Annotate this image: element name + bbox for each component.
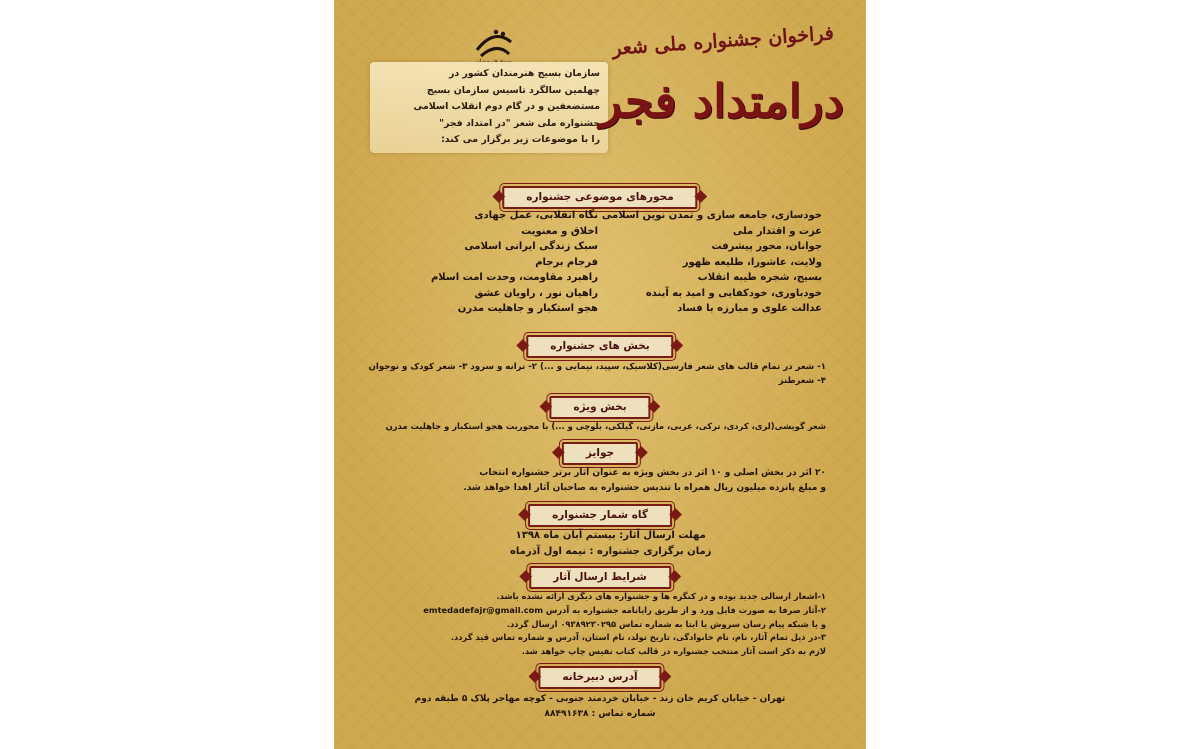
calendar-line: مهلت ارسال آثار: بیستم آبان ماه ۱۳۹۸ <box>515 530 706 541</box>
phone-line: شماره تماس : ۸۸۴۹۱۶۳۸ <box>544 709 656 719</box>
list-item: فرجام برجام <box>535 256 598 268</box>
prizes-text <box>463 466 826 496</box>
special-banner: بخش ویژه <box>549 396 650 419</box>
intro-line: را با موضوعات زیر برگزار می کند: <box>441 134 600 145</box>
list-item: ولایت، عاشورا، طلیعه ظهور <box>682 256 822 268</box>
parts-line: ۴- شعرطنز <box>778 376 826 386</box>
prizes-banner: جوایز <box>562 442 638 465</box>
intro-line: سازمان بسیج هنرمندان کشور در <box>448 68 600 79</box>
axes-banner: محورهای موضوعی جشنواره <box>502 186 697 209</box>
conditions-banner: شرایط ارسال آثار <box>529 566 671 589</box>
prizes-line: ۲۰ اثر در بخش اصلی و ۱۰ اثر در بخش ویژه به عنوان آثار برتر جشنواره انتخاب <box>479 468 826 478</box>
list-item: نگاه انقلابی، عمل جهادی <box>474 210 598 221</box>
intro-box <box>370 62 608 153</box>
axes-list-left <box>431 208 598 317</box>
list-item: راهبرد مقاومت، وحدت امت اسلام <box>430 272 598 283</box>
intro-line: چهلمین سالگرد تاسیس سازمان بسیج <box>426 84 600 96</box>
conditions-line: ۳-در ذیل تمام آثار، نام، نام خانوادگی، تاریخ تولد، نام استان، آدرس و شماره تماس قید گردد. <box>450 632 826 643</box>
axes-list-right <box>602 208 822 317</box>
conditions-line: لازم به ذکر است آثار منتخب جشنواره در قالب کتاب نفیس چاپ خواهد شد. <box>521 646 826 657</box>
conditions-text <box>423 590 826 659</box>
address-text <box>404 692 796 722</box>
poster-subtitle: فراخوان جشنواره ملی شعر <box>611 22 835 60</box>
conditions-line: و یا شبکه پیام رسان سروش یا ایتا به شماره تماس ۰۹۳۸۹۲۳۰۲۹۵ ارسال گردد. <box>506 618 826 629</box>
list-item: عزت و اقتدار ملی <box>732 225 822 237</box>
special-text: شعر گویشی(لری، کردی، ترکی، عربی، مازنی، گیلکی، بلوچی و ...) با محوریت هجو استکبار و جاهلیت مدرن <box>385 421 826 431</box>
intro-line: جشنواره ملی شعر "در امتداد فجر" <box>439 117 600 129</box>
parts-line: ۱- شعر در تمام قالب های شعر فارسی(کلاسیک، سپید، نیمایی و ...) ۲- ترانه و سرود ۳- شعر کودک و نوجوان <box>368 362 826 372</box>
list-item: عدالت علوی و مبارزه با فساد <box>677 303 822 314</box>
conditions-line: ۱-اشعار ارسالی جدید بوده و در کنگره ها و جشنواره های دیگری ارائه نشده باشد. <box>496 591 826 601</box>
intro-line: مستضعفین و در گام دوم انقلاب اسلامی <box>413 101 600 112</box>
prizes-line: و مبلغ پانزده میلیون ریال همراه با تندیس جشنواره به صاحبان آثار اهدا خواهد شد. <box>463 483 826 493</box>
address-banner: آدرس دبیرخانه <box>538 666 661 689</box>
festival-poster <box>334 0 866 749</box>
conditions-line: ۲-آثار صرفا به صورت فایل ورد و از طریق رایانامه جشنواره به آدرس emtedadefajr@gmail.com <box>423 604 826 615</box>
list-item: خودسازی، جامعه سازی و تمدن نوین اسلامی <box>601 210 822 221</box>
calendar-text <box>510 528 711 560</box>
list-item: جوانان، محور پیشرفت <box>711 241 822 252</box>
address-line: تهران - خیابان کریم خان زند - خیابان خردمند جنوبی - کوچه مهاجر پلاک ۵ طبقه دوم <box>414 694 786 704</box>
list-item: بسیج، شجره طیبه انقلاب <box>697 272 822 283</box>
list-item: سبک زندگی ایرانی اسلامی <box>464 241 598 252</box>
list-item: هجو استکبار و جاهلیت مدرن <box>457 303 598 314</box>
calendar-banner: گاه شمار جشنواره <box>528 504 672 527</box>
list-item: راهیان نور ، راویان عشق <box>474 287 598 299</box>
poster-title: درامتداد فجر <box>599 74 844 128</box>
calendar-line: زمان برگزاری جشنواره : نیمه اول آذرماه <box>510 546 712 557</box>
list-item: خودباوری، خودکفایی و امید به آینده <box>645 287 822 299</box>
list-item: اخلاق و معنویت <box>521 225 598 237</box>
parts-banner: بخش های جشنواره <box>526 335 673 358</box>
parts-text <box>369 360 826 388</box>
